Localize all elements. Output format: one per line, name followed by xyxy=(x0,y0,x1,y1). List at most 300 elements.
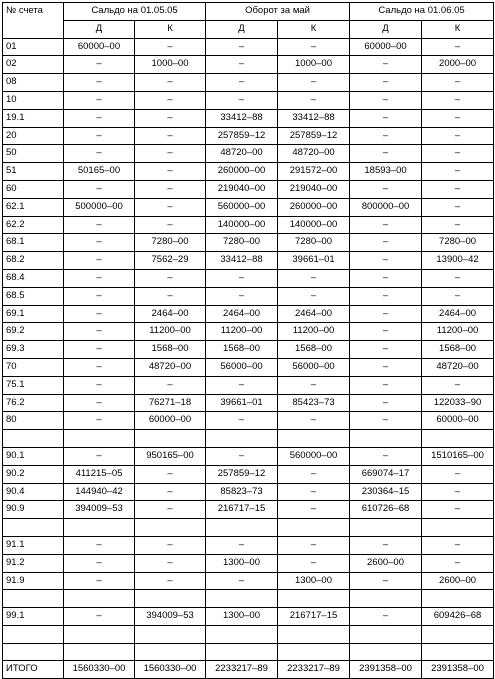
amount-cell: 2600–00 xyxy=(422,572,494,590)
amount-cell: – xyxy=(350,323,422,341)
amount-cell xyxy=(278,590,350,608)
account-cell xyxy=(3,643,64,661)
table-row xyxy=(3,536,494,554)
amount-cell: – xyxy=(135,91,206,109)
amount-cell: – xyxy=(350,127,422,145)
table-row xyxy=(3,358,494,376)
amount-cell: – xyxy=(206,447,278,465)
account-cell: 68.1 xyxy=(3,234,64,252)
amount-cell xyxy=(64,643,135,661)
account-cell: 90.2 xyxy=(3,465,64,483)
account-cell xyxy=(3,519,64,537)
amount-cell: 2391358–00 xyxy=(422,661,494,679)
amount-cell: – xyxy=(64,554,135,572)
amount-cell: 1568–00 xyxy=(278,341,350,359)
table-row xyxy=(3,252,494,270)
account-cell: 60 xyxy=(3,180,64,198)
table-row xyxy=(3,447,494,465)
table-row xyxy=(3,572,494,590)
amount-cell: 7280–00 xyxy=(206,234,278,252)
amount-cell: – xyxy=(135,501,206,519)
amount-cell: – xyxy=(135,163,206,181)
amount-cell: – xyxy=(135,572,206,590)
account-cell: 80 xyxy=(3,412,64,430)
amount-cell: 260000–00 xyxy=(206,163,278,181)
amount-cell: – xyxy=(350,269,422,287)
amount-cell: – xyxy=(422,38,494,56)
header-account: № счета xyxy=(3,3,64,39)
amount-cell: – xyxy=(350,91,422,109)
amount-cell: 33412–88 xyxy=(278,109,350,127)
amount-cell: 1300–00 xyxy=(206,554,278,572)
account-cell: 20 xyxy=(3,127,64,145)
amount-cell: – xyxy=(278,536,350,554)
header-debit: Д xyxy=(206,20,278,38)
amount-cell: – xyxy=(64,127,135,145)
amount-cell: – xyxy=(422,376,494,394)
amount-cell: 1510165–00 xyxy=(422,447,494,465)
amount-cell: 60000–00 xyxy=(350,38,422,56)
amount-cell xyxy=(422,430,494,448)
amount-cell: 140000–00 xyxy=(206,216,278,234)
amount-cell: – xyxy=(278,483,350,501)
amount-cell: 2464–00 xyxy=(206,305,278,323)
account-cell: 51 xyxy=(3,163,64,181)
table-row xyxy=(3,554,494,572)
amount-cell: 291572–00 xyxy=(278,163,350,181)
amount-cell: 2464–00 xyxy=(278,305,350,323)
amount-cell: – xyxy=(422,269,494,287)
amount-cell: 1000–00 xyxy=(135,56,206,74)
table-row xyxy=(3,412,494,430)
amount-cell: – xyxy=(64,394,135,412)
account-cell: 90.1 xyxy=(3,447,64,465)
amount-cell: – xyxy=(350,536,422,554)
table-row xyxy=(3,501,494,519)
amount-cell: 1000–00 xyxy=(278,56,350,74)
amount-cell: 85823–73 xyxy=(206,483,278,501)
amount-cell: 60000–00 xyxy=(135,412,206,430)
table-row xyxy=(3,163,494,181)
account-cell: 90.4 xyxy=(3,483,64,501)
amount-cell: – xyxy=(422,91,494,109)
amount-cell: – xyxy=(206,56,278,74)
amount-cell xyxy=(135,625,206,643)
amount-cell: 2464–00 xyxy=(135,305,206,323)
amount-cell: – xyxy=(350,358,422,376)
account-cell: ИТОГО xyxy=(3,661,64,679)
amount-cell: 39661–01 xyxy=(278,252,350,270)
amount-cell: 800000–00 xyxy=(350,198,422,216)
amount-cell: – xyxy=(135,287,206,305)
amount-cell: – xyxy=(206,91,278,109)
amount-cell: – xyxy=(422,198,494,216)
amount-cell: – xyxy=(206,269,278,287)
amount-cell: 48720–00 xyxy=(422,358,494,376)
amount-cell: – xyxy=(135,127,206,145)
amount-cell: 219040–00 xyxy=(278,180,350,198)
account-cell: 76.2 xyxy=(3,394,64,412)
table-row xyxy=(3,127,494,145)
amount-cell xyxy=(350,519,422,537)
amount-cell: – xyxy=(350,412,422,430)
amount-cell: 18593–00 xyxy=(350,163,422,181)
amount-cell: – xyxy=(206,536,278,554)
table-row xyxy=(3,376,494,394)
amount-cell: 1560330–00 xyxy=(135,661,206,679)
table-row xyxy=(3,287,494,305)
amount-cell xyxy=(422,519,494,537)
account-cell xyxy=(3,430,64,448)
account-cell: 08 xyxy=(3,74,64,92)
amount-cell xyxy=(206,430,278,448)
account-cell: 50 xyxy=(3,145,64,163)
amount-cell: – xyxy=(422,287,494,305)
amount-cell: – xyxy=(350,74,422,92)
amount-cell xyxy=(422,625,494,643)
account-cell: 68.2 xyxy=(3,252,64,270)
amount-cell: 7280–00 xyxy=(422,234,494,252)
account-cell: 99.1 xyxy=(3,608,64,626)
amount-cell: 219040–00 xyxy=(206,180,278,198)
amount-cell: – xyxy=(278,376,350,394)
amount-cell: 394009–53 xyxy=(135,608,206,626)
amount-cell: 500000–00 xyxy=(64,198,135,216)
amount-cell: 2000–00 xyxy=(422,56,494,74)
amount-cell: 11200–00 xyxy=(278,323,350,341)
amount-cell: 2391358–00 xyxy=(350,661,422,679)
amount-cell: – xyxy=(350,341,422,359)
amount-cell: – xyxy=(135,74,206,92)
amount-cell: 1300–00 xyxy=(278,572,350,590)
account-cell: 19.1 xyxy=(3,109,64,127)
amount-cell: 560000–00 xyxy=(278,447,350,465)
amount-cell: 216717–15 xyxy=(278,608,350,626)
amount-cell: 2233217–89 xyxy=(206,661,278,679)
amount-cell: – xyxy=(350,56,422,74)
amount-cell: 48720–00 xyxy=(278,145,350,163)
amount-cell: 7280–00 xyxy=(135,234,206,252)
amount-cell: – xyxy=(278,412,350,430)
amount-cell: – xyxy=(64,180,135,198)
amount-cell: – xyxy=(64,608,135,626)
amount-cell xyxy=(135,430,206,448)
amount-cell: – xyxy=(350,145,422,163)
account-cell xyxy=(3,590,64,608)
balance-sheet-table xyxy=(2,2,494,679)
amount-cell: – xyxy=(64,412,135,430)
amount-cell: – xyxy=(350,252,422,270)
amount-cell: – xyxy=(278,269,350,287)
header-credit: К xyxy=(135,20,206,38)
amount-cell: – xyxy=(350,109,422,127)
amount-cell: – xyxy=(206,74,278,92)
amount-cell: – xyxy=(135,145,206,163)
amount-cell: 950165–00 xyxy=(135,447,206,465)
amount-cell: 609426–68 xyxy=(422,608,494,626)
amount-cell: – xyxy=(206,287,278,305)
account-cell: 62.1 xyxy=(3,198,64,216)
amount-cell: – xyxy=(64,216,135,234)
amount-cell: – xyxy=(278,465,350,483)
amount-cell: 2464–00 xyxy=(422,305,494,323)
account-cell: 10 xyxy=(3,91,64,109)
account-cell: 68.4 xyxy=(3,269,64,287)
amount-cell xyxy=(350,625,422,643)
amount-cell: 144940–42 xyxy=(64,483,135,501)
table-row xyxy=(3,590,494,608)
amount-cell: – xyxy=(206,376,278,394)
amount-cell: 56000–00 xyxy=(278,358,350,376)
amount-cell: – xyxy=(206,38,278,56)
account-cell: 70 xyxy=(3,358,64,376)
amount-cell: – xyxy=(64,358,135,376)
amount-cell: 260000–00 xyxy=(278,198,350,216)
amount-cell: 610726–68 xyxy=(350,501,422,519)
table-row xyxy=(3,234,494,252)
amount-cell: – xyxy=(135,198,206,216)
table-row xyxy=(3,323,494,341)
amount-cell xyxy=(278,625,350,643)
amount-cell xyxy=(350,590,422,608)
amount-cell: 48720–00 xyxy=(206,145,278,163)
account-cell: 91.2 xyxy=(3,554,64,572)
table-row xyxy=(3,465,494,483)
table-row xyxy=(3,341,494,359)
header-debit: Д xyxy=(350,20,422,38)
amount-cell: 257859–12 xyxy=(278,127,350,145)
amount-cell: – xyxy=(350,394,422,412)
table-row xyxy=(3,74,494,92)
account-cell: 62.2 xyxy=(3,216,64,234)
amount-cell: – xyxy=(422,501,494,519)
amount-cell: 11200–00 xyxy=(206,323,278,341)
amount-cell: – xyxy=(422,180,494,198)
header-credit: К xyxy=(422,20,494,38)
amount-cell: – xyxy=(64,287,135,305)
table-row xyxy=(3,643,494,661)
account-cell: 90.9 xyxy=(3,501,64,519)
amount-cell: – xyxy=(64,536,135,554)
amount-cell: – xyxy=(278,74,350,92)
amount-cell xyxy=(206,625,278,643)
amount-cell: – xyxy=(64,234,135,252)
amount-cell: – xyxy=(350,305,422,323)
amount-cell: – xyxy=(278,91,350,109)
amount-cell: – xyxy=(350,180,422,198)
amount-cell: – xyxy=(64,269,135,287)
amount-cell: – xyxy=(350,216,422,234)
header-turnover: Оборот за май xyxy=(206,3,350,21)
amount-cell: – xyxy=(350,572,422,590)
amount-cell: – xyxy=(422,127,494,145)
amount-cell: – xyxy=(64,109,135,127)
amount-cell: 2233217–89 xyxy=(278,661,350,679)
amount-cell: – xyxy=(64,91,135,109)
account-cell: 69.1 xyxy=(3,305,64,323)
amount-cell xyxy=(350,643,422,661)
amount-cell: – xyxy=(422,465,494,483)
account-cell: 01 xyxy=(3,38,64,56)
account-cell: 69.3 xyxy=(3,341,64,359)
amount-cell: – xyxy=(64,341,135,359)
amount-cell: 257859–12 xyxy=(206,465,278,483)
header-row-groups xyxy=(3,3,494,21)
amount-cell: – xyxy=(64,145,135,163)
table-row xyxy=(3,625,494,643)
amount-cell: – xyxy=(135,109,206,127)
amount-cell xyxy=(206,519,278,537)
amount-cell xyxy=(206,643,278,661)
amount-cell: 122033–90 xyxy=(422,394,494,412)
amount-cell: – xyxy=(350,287,422,305)
amount-cell: – xyxy=(64,74,135,92)
amount-cell: – xyxy=(64,305,135,323)
amount-cell: – xyxy=(278,501,350,519)
amount-cell: 411215–05 xyxy=(64,465,135,483)
amount-cell: – xyxy=(206,572,278,590)
amount-cell: 60000–00 xyxy=(64,38,135,56)
account-cell: 91.1 xyxy=(3,536,64,554)
amount-cell: – xyxy=(135,38,206,56)
amount-cell: – xyxy=(64,447,135,465)
amount-cell: 2600–00 xyxy=(350,554,422,572)
table-row xyxy=(3,180,494,198)
account-cell xyxy=(3,625,64,643)
amount-cell xyxy=(64,590,135,608)
amount-cell: 85423–73 xyxy=(278,394,350,412)
account-cell: 69.2 xyxy=(3,323,64,341)
amount-cell xyxy=(278,430,350,448)
table-row xyxy=(3,305,494,323)
amount-cell: – xyxy=(278,554,350,572)
header-closing-balance: Сальдо на 01.06.05 xyxy=(350,3,494,21)
amount-cell xyxy=(206,590,278,608)
amount-cell: – xyxy=(422,163,494,181)
amount-cell: – xyxy=(64,252,135,270)
amount-cell: – xyxy=(350,608,422,626)
amount-cell: – xyxy=(135,216,206,234)
amount-cell: – xyxy=(64,376,135,394)
header-opening-balance: Сальдо на 01.05.05 xyxy=(64,3,206,21)
header-row-sub xyxy=(3,20,494,38)
amount-cell: 39661–01 xyxy=(206,394,278,412)
table-row xyxy=(3,608,494,626)
amount-cell: – xyxy=(422,216,494,234)
amount-cell: 140000–00 xyxy=(278,216,350,234)
amount-cell xyxy=(135,643,206,661)
table-row xyxy=(3,56,494,74)
table-row xyxy=(3,394,494,412)
amount-cell: – xyxy=(64,56,135,74)
amount-cell: 230364–15 xyxy=(350,483,422,501)
amount-cell xyxy=(64,625,135,643)
amount-cell xyxy=(422,643,494,661)
table-row xyxy=(3,91,494,109)
account-cell: 02 xyxy=(3,56,64,74)
table-row xyxy=(3,519,494,537)
account-cell: 68.5 xyxy=(3,287,64,305)
amount-cell: – xyxy=(278,287,350,305)
table-row xyxy=(3,483,494,501)
amount-cell xyxy=(278,643,350,661)
amount-cell: – xyxy=(350,234,422,252)
amount-cell: 669074–17 xyxy=(350,465,422,483)
amount-cell: – xyxy=(135,554,206,572)
amount-cell xyxy=(135,519,206,537)
amount-cell: – xyxy=(422,554,494,572)
account-cell: 91.9 xyxy=(3,572,64,590)
header-debit: Д xyxy=(64,20,135,38)
amount-cell xyxy=(135,590,206,608)
account-cell: 75.1 xyxy=(3,376,64,394)
amount-cell: – xyxy=(135,376,206,394)
amount-cell: 1300–00 xyxy=(206,608,278,626)
header-credit: К xyxy=(278,20,350,38)
amount-cell: 56000–00 xyxy=(206,358,278,376)
table-row xyxy=(3,198,494,216)
amount-cell: – xyxy=(135,536,206,554)
amount-cell: 76271–18 xyxy=(135,394,206,412)
amount-cell: – xyxy=(135,483,206,501)
table-row xyxy=(3,269,494,287)
amount-cell: 1568–00 xyxy=(206,341,278,359)
amount-cell xyxy=(422,590,494,608)
amount-cell: 560000–00 xyxy=(206,198,278,216)
amount-cell: – xyxy=(422,74,494,92)
amount-cell: 394009–53 xyxy=(64,501,135,519)
amount-cell xyxy=(64,519,135,537)
amount-cell: – xyxy=(350,447,422,465)
amount-cell: 33412–88 xyxy=(206,252,278,270)
amount-cell: – xyxy=(64,572,135,590)
amount-cell: 7280–00 xyxy=(278,234,350,252)
amount-cell: 13900–42 xyxy=(422,252,494,270)
amount-cell: 33412–88 xyxy=(206,109,278,127)
amount-cell: 257859–12 xyxy=(206,127,278,145)
table-row xyxy=(3,430,494,448)
amount-cell: 50165–00 xyxy=(64,163,135,181)
amount-cell: – xyxy=(135,465,206,483)
amount-cell: 1568–00 xyxy=(135,341,206,359)
table-row xyxy=(3,216,494,234)
amount-cell: – xyxy=(135,180,206,198)
amount-cell: – xyxy=(135,269,206,287)
amount-cell: – xyxy=(64,323,135,341)
amount-cell: – xyxy=(206,412,278,430)
amount-cell: 1560330–00 xyxy=(64,661,135,679)
amount-cell xyxy=(64,430,135,448)
table-row xyxy=(3,661,494,679)
table-row xyxy=(3,145,494,163)
amount-cell: 48720–00 xyxy=(135,358,206,376)
amount-cell: 60000–00 xyxy=(422,412,494,430)
amount-cell: 7562–29 xyxy=(135,252,206,270)
amount-cell xyxy=(350,430,422,448)
table-row xyxy=(3,38,494,56)
amount-cell: – xyxy=(422,483,494,501)
table-row xyxy=(3,109,494,127)
amount-cell: 11200–00 xyxy=(422,323,494,341)
amount-cell: – xyxy=(422,536,494,554)
amount-cell: 216717–15 xyxy=(206,501,278,519)
amount-cell: – xyxy=(422,109,494,127)
amount-cell xyxy=(278,519,350,537)
amount-cell: 11200–00 xyxy=(135,323,206,341)
amount-cell: – xyxy=(422,145,494,163)
amount-cell: – xyxy=(350,376,422,394)
amount-cell: 1568–00 xyxy=(422,341,494,359)
